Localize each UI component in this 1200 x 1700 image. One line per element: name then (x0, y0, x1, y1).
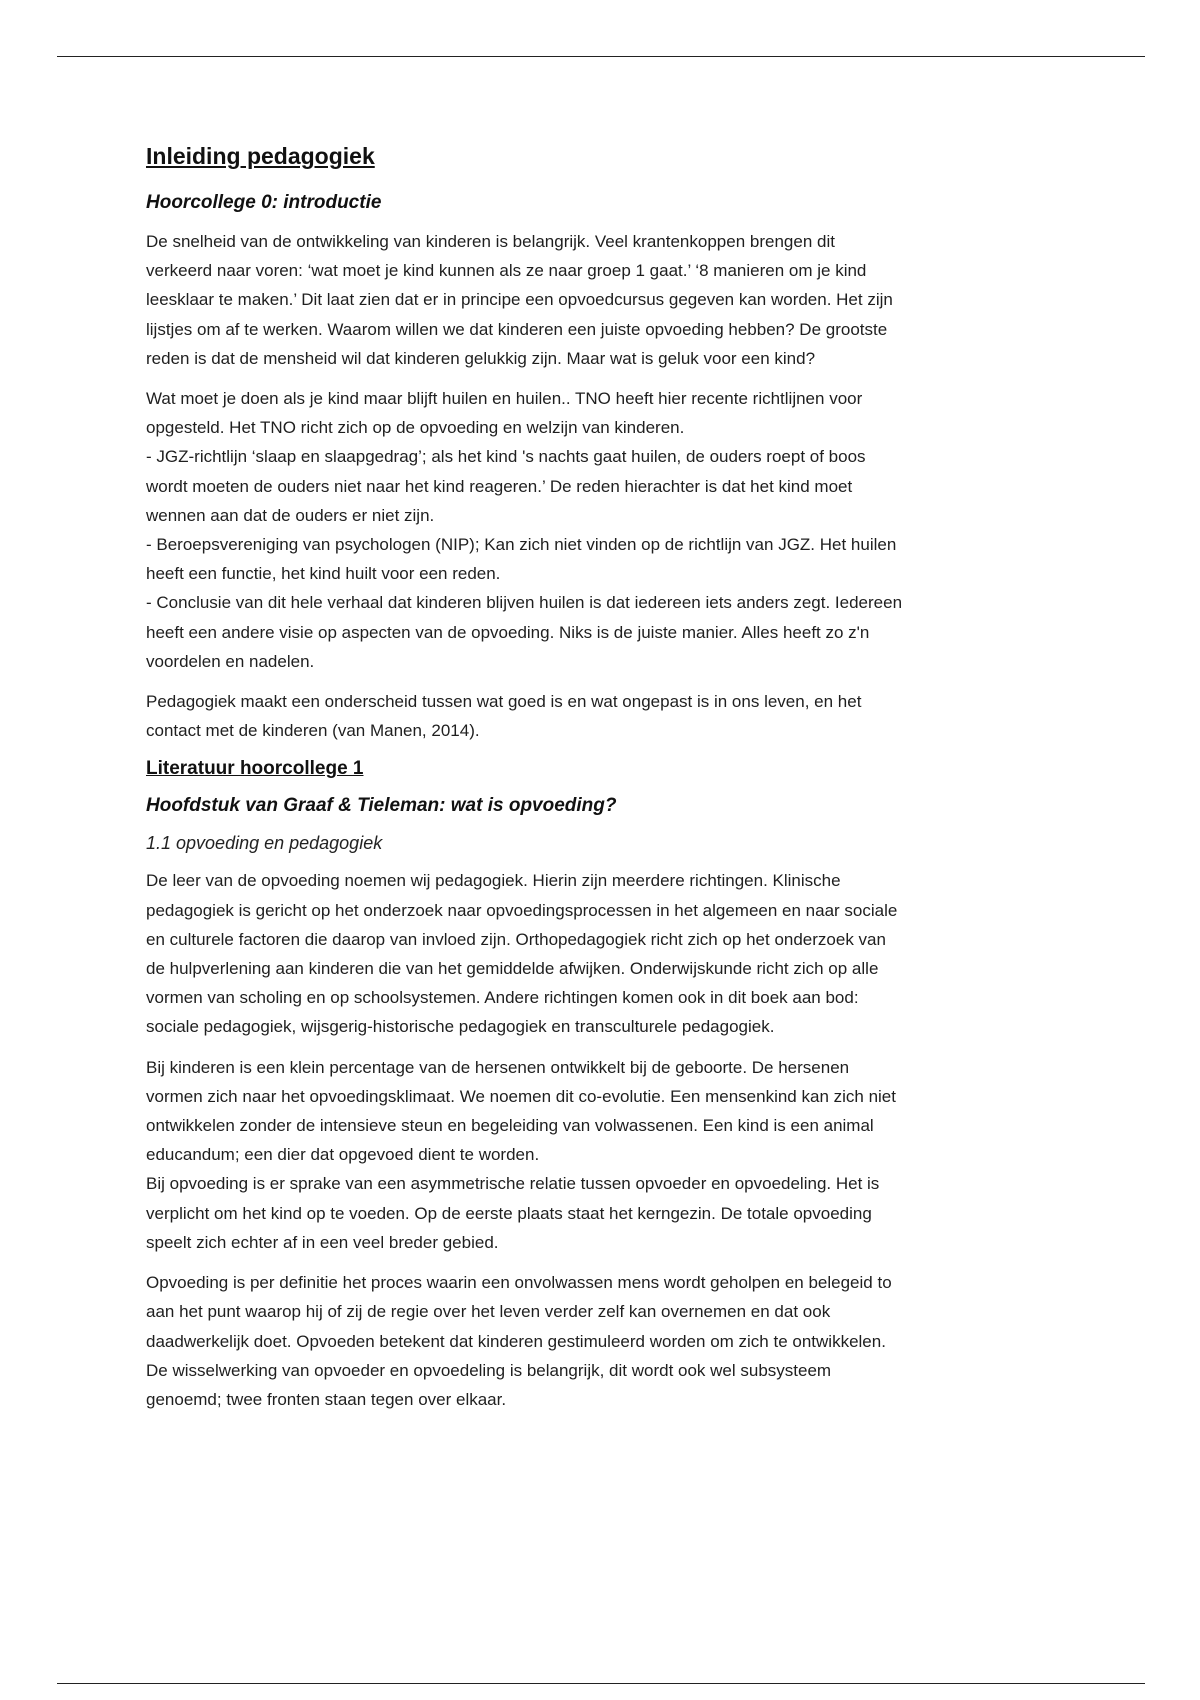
text-line: - Conclusie van dit hele verhaal dat kinderen blijven huilen is dat iedereen iets anders zegt. Iedereen (146, 593, 903, 613)
text-line: opgesteld. Het TNO richt zich op de opvoeding en welzijn van kinderen. (146, 418, 685, 438)
text-line: reden is dat de mensheid wil dat kinderen gelukkig zijn. Maar wat is geluk voor een kind? (146, 348, 816, 368)
text-line: wordt moeten de ouders niet naar het kind reageren.’ De reden hierachter is dat het kind moet (146, 476, 853, 496)
text-line: - JGZ-richtlijn ‘slaap en slaapgedrag’; als het kind 's nachts gaat huilen, de ouders roept of boos (146, 447, 866, 467)
text-line: vormen van scholing en op schoolsystemen. Andere richtingen komen ook in dit boek aan bod: (146, 988, 859, 1008)
text-line: verkeerd naar voren: ‘wat moet je kind kunnen als ze naar groep 1 gaat.’ ‘8 manieren om je kind (146, 261, 867, 281)
paragraph (146, 1053, 1066, 1257)
text-line: - Beroepsvereniging van psychologen (NIP); Kan zich niet vinden op de richtlijn van JGZ. Het huilen (146, 535, 897, 555)
document-title: Inleiding pedagogiek (146, 143, 375, 169)
footer-rule (57, 1683, 1145, 1684)
text-line: vormen zich naar het opvoedingsklimaat. We noemen dit co-evolutie. Een mensenkind kan zich niet (146, 1086, 896, 1106)
text-line: lijstjes om af te werken. Waarom willen we dat kinderen een juiste opvoeding hebben? De grootste (146, 319, 888, 339)
text-line: sociale pedagogiek, wijsgerig-historische pedagogiek en transculturele pedagogiek. (146, 1017, 775, 1037)
text-line: voordelen en nadelen. (146, 651, 315, 671)
text-line: pedagogiek is gericht op het onderzoek naar opvoedingsprocessen in het algemeen en naar sociale (146, 900, 898, 920)
text-line: en culturele factoren die daarop van invloed zijn. Orthopedagogiek richt zich op het onderzoek van (146, 929, 886, 949)
text-line: speelt zich echter af in een veel breder gebied. (146, 1232, 499, 1252)
text-line: De snelheid van de ontwikkeling van kinderen is belangrijk. Veel krantenkoppen brengen dit (146, 232, 835, 251)
text-line: genoemd; twee fronten staan tegen over elkaar. (146, 1389, 507, 1409)
chapter-heading: Hoofdstuk van Graaf & Tieleman: wat is opvoeding? (146, 795, 617, 817)
section-heading-hoorcollege-0: Hoorcollege 0: introductie (146, 192, 382, 213)
paragraph (146, 227, 1066, 373)
text-line: de hulpverlening aan kinderen die van het gemiddelde afwijken. Onderwijskunde richt zich op alle (146, 959, 879, 979)
header-rule (57, 56, 1145, 57)
text-line: heeft een andere visie op aspecten van de opvoeding. Niks is de juiste manier. Alles heeft zo z'n (146, 622, 870, 642)
text-line: educandum; een dier dat opgevoed dient te worden. (146, 1145, 540, 1165)
text-line: Wat moet je doen als je kind maar blijft huilen en huilen.. TNO heeft hier recente richtlijnen voor (146, 389, 863, 409)
text-line: heeft een functie, het kind huilt voor een reden. (146, 564, 501, 584)
paragraph (146, 1268, 1066, 1414)
subsection-heading: 1.1 opvoeding en pedagogiek (146, 833, 383, 854)
section-heading-literatuur: Literatuur hoorcollege 1 (146, 758, 364, 780)
text-line: contact met de kinderen (van Manen, 2014). (146, 721, 480, 741)
text-line: leesklaar te maken.’ Dit laat zien dat er in principe een opvoedcursus gegeven kan worden. Het zijn (146, 290, 893, 310)
text-line: verplicht om het kind op te voeden. Op de eerste plaats staat het kerngezin. De totale opvoeding (146, 1203, 872, 1223)
text-line: daadwerkelijk doet. Opvoeden betekent dat kinderen gestimuleerd worden om zich te ontwikkelen. (146, 1331, 886, 1351)
text-line: De wisselwerking van opvoeder en opvoedeling is belangrijk, dit wordt ook wel subsysteem (146, 1360, 832, 1380)
text-line: aan het punt waarop hij of zij de regie over het leven verder zelf kan overnemen en dat ook (146, 1302, 831, 1322)
text-line: De leer van de opvoeding noemen wij pedagogiek. Hierin zijn meerdere richtingen. Klinische (146, 871, 841, 891)
paragraph (146, 687, 1066, 745)
paragraph (146, 866, 1066, 1041)
text-line: Pedagogiek maakt een onderscheid tussen wat goed is en wat ongepast is in ons leven, en het (146, 692, 862, 712)
text-line: Opvoeding is per definitie het proces waarin een onvolwassen mens wordt geholpen en belegeid to (146, 1273, 892, 1293)
paragraph (146, 384, 1066, 676)
text-line: ontwikkelen zonder de intensieve steun en begeleiding van volwassenen. Een kind is een animal (146, 1116, 874, 1136)
text-line: wennen aan dat de ouders er niet zijn. (146, 505, 435, 525)
document-body (146, 140, 1066, 1425)
text-line: Bij kinderen is een klein percentage van de hersenen ontwikkelt bij de geboorte. De hersenen (146, 1057, 850, 1077)
text-line: Bij opvoeding is er sprake van een asymmetrische relatie tussen opvoeder en opvoedeling. Het is (146, 1174, 880, 1194)
